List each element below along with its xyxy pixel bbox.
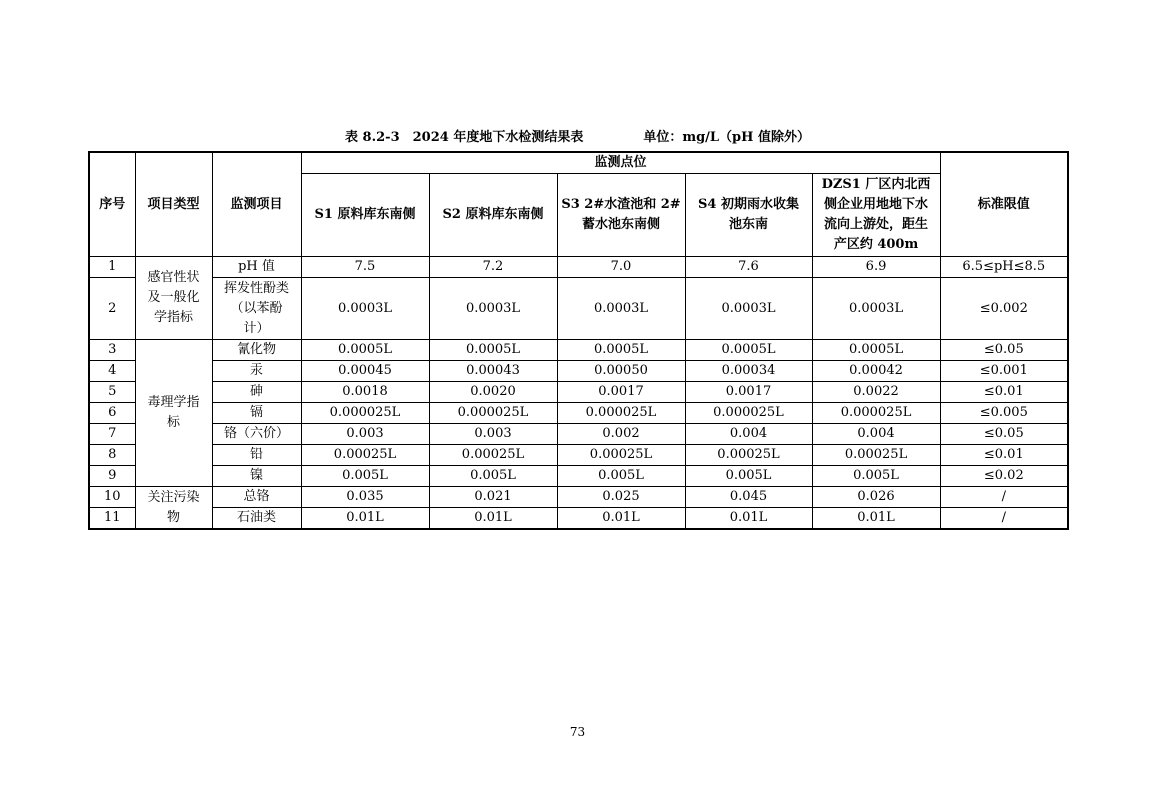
value-cell: 7.0 xyxy=(557,257,685,278)
value-cell: 0.01L xyxy=(429,508,557,530)
value-cell: 0.0022 xyxy=(812,382,940,403)
header-index: 序号 xyxy=(89,152,135,257)
value-cell: 0.0005L xyxy=(812,340,940,361)
value-cell: 7.6 xyxy=(685,257,812,278)
value-cell: 0.021 xyxy=(429,487,557,508)
value-cell: 0.00034 xyxy=(685,361,812,382)
value-cell: 0.005L xyxy=(685,466,812,487)
value-cell: 0.0018 xyxy=(301,382,429,403)
row-index: 3 xyxy=(89,340,135,361)
category-cell: 感官性状 及一般化 学指标 xyxy=(135,257,212,340)
table-unit: 单位：mg/L（pH 值除外） xyxy=(643,130,810,145)
row-index: 8 xyxy=(89,445,135,466)
value-cell: 0.01L xyxy=(557,508,685,530)
header-site-s3: S3 2#水渣池和 2# 蓄水池东南侧 xyxy=(557,174,685,257)
value-cell: 0.0017 xyxy=(557,382,685,403)
standard-cell: 6.5≤pH≤8.5 xyxy=(940,257,1068,278)
header-standard: 标准限值 xyxy=(940,152,1068,257)
row-index: 5 xyxy=(89,382,135,403)
item-cell: 汞 xyxy=(212,361,301,382)
item-cell: 石油类 xyxy=(212,508,301,530)
value-cell: 0.000025L xyxy=(429,403,557,424)
value-cell: 0.0003L xyxy=(812,278,940,340)
value-cell: 0.025 xyxy=(557,487,685,508)
value-cell: 0.005L xyxy=(557,466,685,487)
value-cell: 0.0017 xyxy=(685,382,812,403)
row-index: 7 xyxy=(89,424,135,445)
value-cell: 0.005L xyxy=(812,466,940,487)
category-cell: 毒理学指 标 xyxy=(135,340,212,487)
table-caption xyxy=(0,126,1155,145)
item-cell: pH 值 xyxy=(212,257,301,278)
row-index: 10 xyxy=(89,487,135,508)
standard-cell: / xyxy=(940,508,1068,530)
item-cell: 挥发性酚类 （以苯酚 计） xyxy=(212,278,301,340)
value-cell: 0.035 xyxy=(301,487,429,508)
table-row xyxy=(89,257,1068,278)
table-row xyxy=(89,340,1068,361)
value-cell: 0.00050 xyxy=(557,361,685,382)
header-category: 项目类型 xyxy=(135,152,212,257)
table-row xyxy=(89,278,1068,340)
value-cell: 0.0003L xyxy=(429,278,557,340)
item-cell: 铅 xyxy=(212,445,301,466)
standard-cell: / xyxy=(940,487,1068,508)
value-cell: 0.00025L xyxy=(301,445,429,466)
row-index: 2 xyxy=(89,278,135,340)
item-cell: 铬（六价） xyxy=(212,424,301,445)
header-site-s1: S1 原料库东南侧 xyxy=(301,174,429,257)
row-index: 11 xyxy=(89,508,135,530)
row-index: 9 xyxy=(89,466,135,487)
standard-cell: ≤0.05 xyxy=(940,424,1068,445)
value-cell: 6.9 xyxy=(812,257,940,278)
standard-cell: ≤0.001 xyxy=(940,361,1068,382)
item-cell: 砷 xyxy=(212,382,301,403)
value-cell: 0.0003L xyxy=(685,278,812,340)
row-index: 6 xyxy=(89,403,135,424)
table-row xyxy=(89,361,1068,382)
row-index: 4 xyxy=(89,361,135,382)
standard-cell: ≤0.005 xyxy=(940,403,1068,424)
value-cell: 0.004 xyxy=(812,424,940,445)
header-item: 监测项目 xyxy=(212,152,301,257)
category-cell: 关注污染 物 xyxy=(135,487,212,530)
value-cell: 0.000025L xyxy=(812,403,940,424)
page-number: 73 xyxy=(569,725,586,739)
value-cell: 7.5 xyxy=(301,257,429,278)
item-cell: 总铬 xyxy=(212,487,301,508)
header-site-dzs1: DZS1 厂区内北西 侧企业用地地下水 流向上游处，距生 产区约 400m xyxy=(812,174,940,257)
row-index: 1 xyxy=(89,257,135,278)
value-cell: 0.01L xyxy=(685,508,812,530)
item-cell: 镍 xyxy=(212,466,301,487)
standard-cell: ≤0.01 xyxy=(940,382,1068,403)
value-cell: 0.00025L xyxy=(429,445,557,466)
item-cell: 氰化物 xyxy=(212,340,301,361)
value-cell: 0.002 xyxy=(557,424,685,445)
value-cell: 0.0005L xyxy=(429,340,557,361)
header-site-s2: S2 原料库东南侧 xyxy=(429,174,557,257)
value-cell: 0.000025L xyxy=(685,403,812,424)
value-cell: 7.2 xyxy=(429,257,557,278)
value-cell: 0.0005L xyxy=(557,340,685,361)
value-cell: 0.026 xyxy=(812,487,940,508)
value-cell: 0.003 xyxy=(429,424,557,445)
value-cell: 0.00042 xyxy=(812,361,940,382)
table-row xyxy=(89,424,1068,445)
value-cell: 0.00045 xyxy=(301,361,429,382)
table-title: 表 8.2-3 2024 年度地下水检测结果表 xyxy=(345,130,584,145)
standard-cell: ≤0.002 xyxy=(940,278,1068,340)
value-cell: 0.000025L xyxy=(301,403,429,424)
value-cell: 0.00025L xyxy=(685,445,812,466)
value-cell: 0.005L xyxy=(301,466,429,487)
value-cell: 0.045 xyxy=(685,487,812,508)
table-row xyxy=(89,466,1068,487)
value-cell: 0.0005L xyxy=(685,340,812,361)
value-cell: 0.004 xyxy=(685,424,812,445)
value-cell: 0.0020 xyxy=(429,382,557,403)
value-cell: 0.01L xyxy=(812,508,940,530)
item-cell: 镉 xyxy=(212,403,301,424)
standard-cell: ≤0.05 xyxy=(940,340,1068,361)
value-cell: 0.00025L xyxy=(812,445,940,466)
table-row xyxy=(89,403,1068,424)
value-cell: 0.0003L xyxy=(557,278,685,340)
standard-cell: ≤0.01 xyxy=(940,445,1068,466)
value-cell: 0.0005L xyxy=(301,340,429,361)
table-row xyxy=(89,508,1068,530)
table-row xyxy=(89,487,1068,508)
value-cell: 0.0003L xyxy=(301,278,429,340)
value-cell: 0.000025L xyxy=(557,403,685,424)
table-row xyxy=(89,445,1068,466)
value-cell: 0.00025L xyxy=(557,445,685,466)
value-cell: 0.00043 xyxy=(429,361,557,382)
header-site-s4: S4 初期雨水收集 池东南 xyxy=(685,174,812,257)
standard-cell: ≤0.02 xyxy=(940,466,1068,487)
value-cell: 0.005L xyxy=(429,466,557,487)
value-cell: 0.01L xyxy=(301,508,429,530)
value-cell: 0.003 xyxy=(301,424,429,445)
results-table xyxy=(88,151,1069,530)
table-row xyxy=(89,382,1068,403)
header-sites-group: 监测点位 xyxy=(301,152,940,174)
